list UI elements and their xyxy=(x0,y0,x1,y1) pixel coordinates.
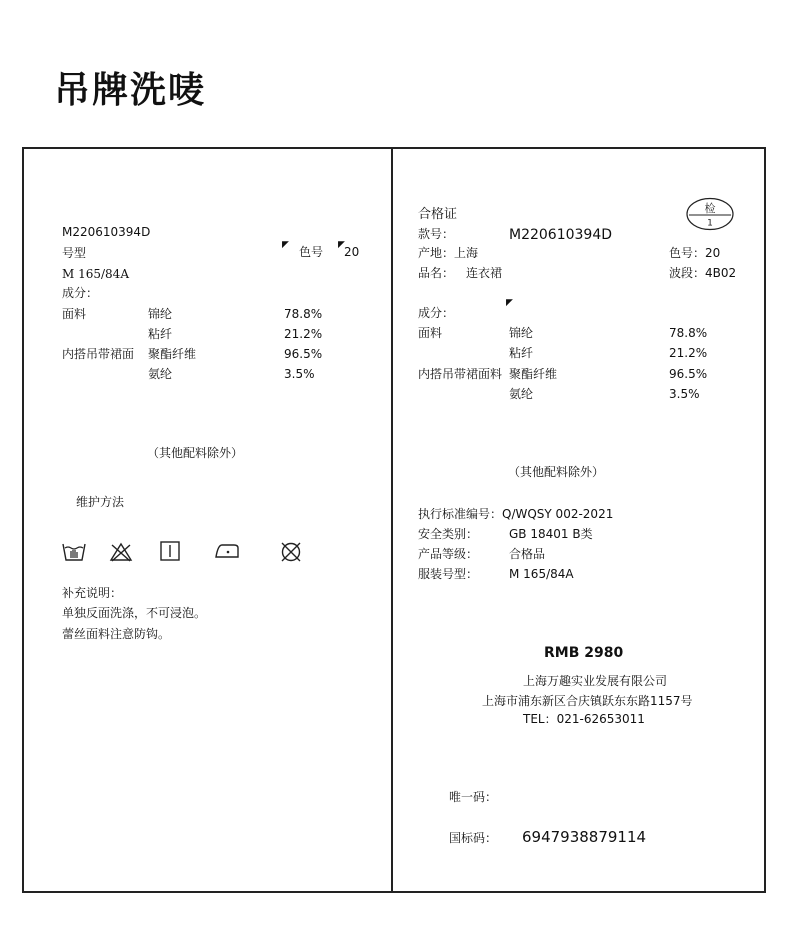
low-iron-icon xyxy=(214,543,240,559)
garment-size-label: 服装号型： xyxy=(418,567,479,581)
barcode-value: 6947938879114 xyxy=(522,828,647,846)
hand-wash-icon xyxy=(62,542,86,562)
safety-label: 安全类别： xyxy=(418,527,479,541)
right-row-fiber: 锦纶 xyxy=(509,326,534,340)
barcode-label: 国标码： xyxy=(449,831,498,845)
product-name-value: 连衣裙 xyxy=(466,266,503,280)
price: RMB 2980 xyxy=(544,645,624,661)
right-row-pct: 21.2% xyxy=(669,346,708,360)
left-row-pct: 3.5% xyxy=(284,367,315,381)
unique-code-label: 唯一码： xyxy=(449,790,498,804)
left-color-value: 20 xyxy=(344,245,360,259)
note-line: 单独反面洗涤，不可浸泡。 xyxy=(62,606,207,620)
left-row-fiber: 粘纤 xyxy=(148,327,173,341)
left-composition-label: 成分： xyxy=(62,286,99,300)
stamp-number: 1 xyxy=(707,218,713,229)
line-dry-icon xyxy=(160,541,180,561)
left-row-fiber: 聚酯纤维 xyxy=(148,347,197,361)
left-row-part: 面料 xyxy=(62,307,87,321)
grade-value: 合格品 xyxy=(509,547,546,561)
right-color: 色号：20 xyxy=(669,246,721,260)
telephone: TEL：021-62653011 xyxy=(523,712,645,726)
left-row-part: 内搭吊带裙面 xyxy=(62,347,135,361)
right-row-part: 面料 xyxy=(418,326,443,340)
left-row-pct: 78.8% xyxy=(284,307,323,321)
right-row-part: 内搭吊带裙面料 xyxy=(418,367,503,381)
note-line: 蕾丝面料注意防钩。 xyxy=(62,627,171,641)
right-style-no: M220610394D xyxy=(509,227,613,243)
page-title: 吊牌洗唛 xyxy=(54,70,207,111)
left-color-label: 色号 xyxy=(299,245,324,259)
right-composition-label: 成分： xyxy=(418,306,455,320)
no-bleach-icon xyxy=(109,542,133,562)
right-style-label: 款号： xyxy=(418,227,455,241)
notes-title: 补充说明： xyxy=(62,586,123,600)
safety-value: GB 18401 B类 xyxy=(509,527,593,541)
care-title: 维护方法 xyxy=(76,495,125,509)
right-row-pct: 3.5% xyxy=(669,387,700,401)
right-row-pct: 78.8% xyxy=(669,326,708,340)
right-row-fiber: 氨纶 xyxy=(509,387,534,401)
band: 波段：4B02 xyxy=(669,266,737,280)
stamp-text: 检 xyxy=(704,202,716,215)
company: 上海万趣实业发展有限公司 xyxy=(523,674,668,688)
left-style-no: M220610394D xyxy=(62,225,151,239)
right-row-pct: 96.5% xyxy=(669,367,708,381)
right-row-fiber: 粘纤 xyxy=(509,346,534,360)
left-row-pct: 21.2% xyxy=(284,327,323,341)
tick-mark: ◤ xyxy=(338,240,345,250)
inspection-stamp xyxy=(685,197,735,231)
certificate-title: 合格证 xyxy=(418,207,458,222)
no-dry-clean-icon xyxy=(280,541,302,563)
tag-frame xyxy=(22,147,766,893)
address: 上海市浦东新区合庆镇跃东东路1157号 xyxy=(482,694,693,708)
left-exclusion: （其他配料除外） xyxy=(147,446,244,460)
left-size-value: M 165/84A xyxy=(62,267,129,281)
grade-label: 产品等级： xyxy=(418,547,479,561)
right-exclusion: （其他配料除外） xyxy=(508,465,605,479)
left-row-fiber: 锦纶 xyxy=(148,307,173,321)
origin: 产地：上海 xyxy=(418,246,479,260)
garment-size-value: M 165/84A xyxy=(509,567,574,581)
left-size-label: 号型 xyxy=(62,246,87,260)
left-row-fiber: 氨纶 xyxy=(148,367,173,381)
tick-mark: ◤ xyxy=(506,298,513,308)
tick-mark: ◤ xyxy=(282,240,289,250)
right-row-fiber: 聚酯纤维 xyxy=(509,367,558,381)
standard: 执行标准编号：Q/WQSY 002-2021 xyxy=(418,507,614,521)
panel-divider xyxy=(391,149,393,891)
product-name-label: 品名： xyxy=(418,266,455,280)
left-row-pct: 96.5% xyxy=(284,347,323,361)
